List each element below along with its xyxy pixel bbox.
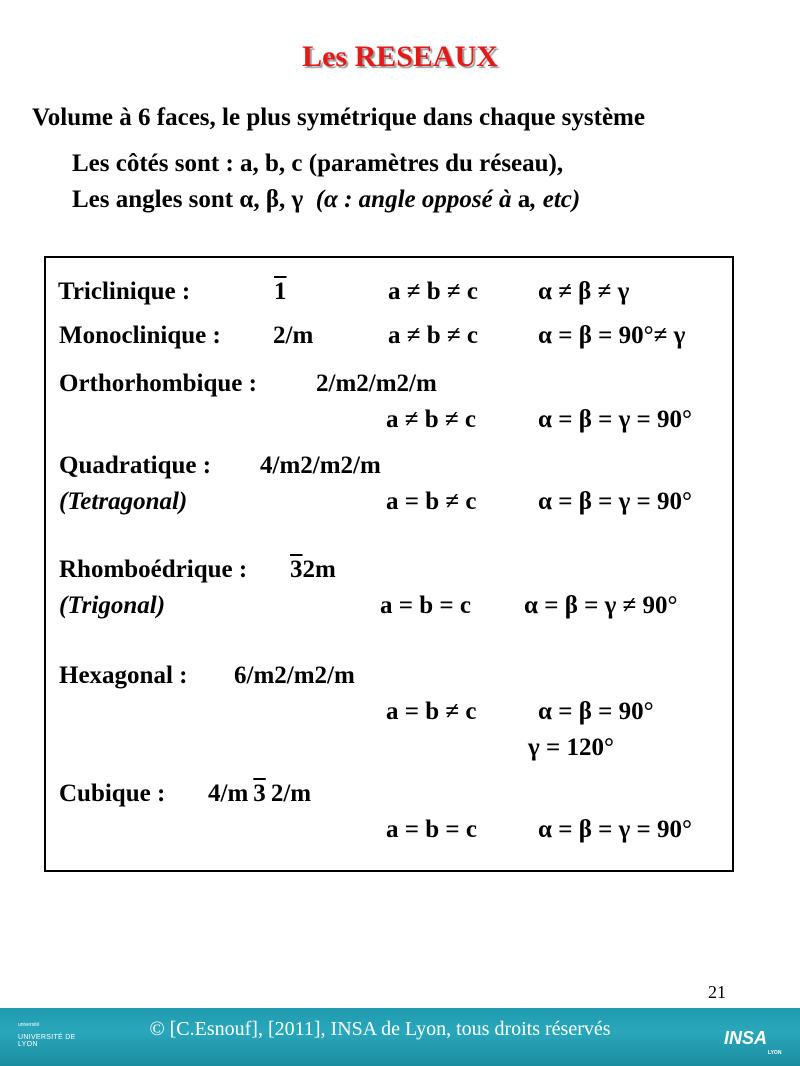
- trigonal-symmetry-rest: 2m: [302, 556, 336, 583]
- intro-angles-line: [72, 186, 580, 214]
- universite-de-lyon-logo: [18, 1022, 88, 1052]
- intro-sides-line: Les côtés sont : a, b, c (paramètres du réseau),: [72, 150, 564, 177]
- intro-angles-paren-close: , etc): [530, 186, 581, 213]
- tetragonal-symmetry: 4/m2/m2/m: [260, 452, 381, 479]
- trigonal-symmetry-bar: 3: [290, 556, 303, 583]
- hexagonal-lengths: a = b ≠ c: [386, 698, 477, 725]
- page-number: 21: [708, 982, 726, 1002]
- intro-angles-paren-open: (α : angle opposé à: [315, 186, 518, 213]
- tetragonal-name: Quadratique :: [59, 452, 212, 479]
- trigonal-alias: (Trigonal): [59, 592, 166, 619]
- logo-right-text: INSA: [724, 1028, 768, 1048]
- logo-right-sub-text: LYON: [768, 1050, 782, 1056]
- hexagonal-gamma: γ = 120°: [528, 734, 614, 761]
- subtitle: Volume à 6 faces, le plus symétrique dans chaque système: [32, 104, 645, 131]
- monoclinic-angles: α = β = 90°≠ γ: [538, 322, 686, 349]
- orthorhombic-symmetry: 2/m2/m2/m: [316, 370, 437, 397]
- trigonal-lengths: a = b = c: [380, 592, 471, 619]
- cubic-symmetry-pre: 4/m: [208, 780, 249, 807]
- insa-lyon-logo: [724, 1028, 790, 1058]
- logo-left-main-text: UNIVERSITÉ DE LYON: [18, 1034, 76, 1048]
- trigonal-angles: α = β = γ ≠ 90°: [524, 592, 678, 619]
- triclinic-angles: α ≠ β ≠ γ: [538, 278, 630, 305]
- page-title: Les RESEAUX: [302, 40, 498, 73]
- cubic-name: Cubique :: [59, 780, 166, 807]
- orthorhombic-name: Orthorhombique :: [59, 370, 257, 397]
- hexagonal-symmetry: 6/m2/m2/m: [234, 662, 355, 689]
- cubic-symmetry: [208, 780, 311, 808]
- tetragonal-alias: (Tetragonal): [59, 488, 188, 515]
- intro-angles-paren-a: a: [517, 186, 531, 213]
- crystal-systems-box: [44, 256, 734, 872]
- footer-copyright: © [C.Esnouf], [2011], INSA de Lyon, tous droits réservés: [149, 1018, 611, 1040]
- cubic-symmetry-post: 2/m: [270, 780, 312, 807]
- cubic-angles: α = β = γ = 90°: [538, 816, 693, 843]
- orthorhombic-lengths: a ≠ b ≠ c: [386, 406, 476, 433]
- logo-left-small-text: université: [18, 1022, 40, 1028]
- tetragonal-angles: α = β = γ = 90°: [538, 488, 693, 515]
- monoclinic-symmetry: 2/m: [273, 322, 314, 349]
- monoclinic-lengths: a ≠ b ≠ c: [388, 322, 478, 349]
- hexagonal-name: Hexagonal :: [59, 662, 188, 689]
- orthorhombic-angles: α = β = γ = 90°: [538, 406, 693, 433]
- cubic-symmetry-bar: 3: [253, 780, 266, 807]
- trigonal-symmetry: [290, 556, 336, 584]
- triclinic-name: Triclinique :: [58, 278, 191, 305]
- triclinic-lengths: a ≠ b ≠ c: [388, 278, 478, 305]
- intro-angles-prefix: Les angles sont α, β, γ: [72, 186, 304, 213]
- trigonal-name: Rhomboédrique :: [59, 556, 248, 583]
- hexagonal-angles: α = β = 90°: [538, 698, 654, 725]
- monoclinic-name: Monoclinique :: [59, 322, 221, 349]
- cubic-lengths: a = b = c: [386, 816, 477, 843]
- tetragonal-lengths: a = b ≠ c: [386, 488, 477, 515]
- triclinic-symmetry: 1: [274, 278, 287, 305]
